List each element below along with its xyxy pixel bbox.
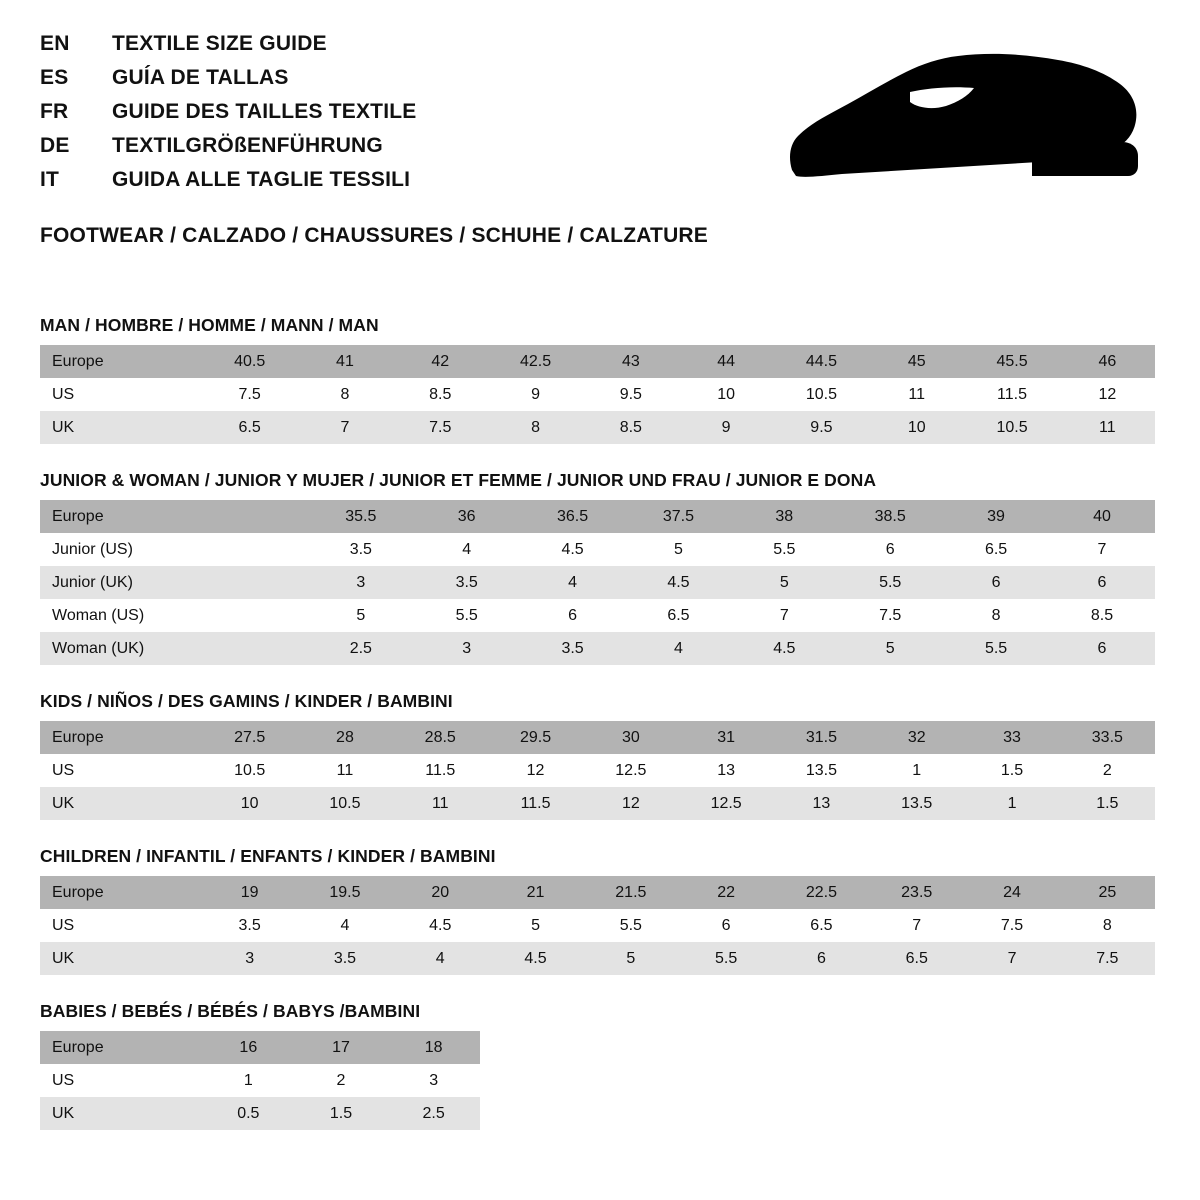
table-cell: 11 [869,378,964,411]
table-cell: 1.5 [295,1097,388,1130]
table-cell: 13.5 [869,787,964,820]
table-cell: 39 [943,500,1049,533]
section-title: CHILDREN / INFANTIL / ENFANTS / KINDER / BAMBINI [40,846,496,866]
table-cell: 9 [488,378,583,411]
table-cell: 5.5 [731,533,837,566]
section-kids [40,691,1160,820]
table-cell: 9.5 [583,378,678,411]
table-cell: 4 [520,566,626,599]
row-label: Europe [40,500,202,533]
table-cell: 4 [393,942,488,975]
table-cell: 5 [308,599,414,632]
table-cell: 3.5 [414,566,520,599]
table-cell: 4 [414,533,520,566]
row-label: US [40,754,202,787]
size-table-babies [40,1031,480,1130]
table-cell: 38.5 [837,500,943,533]
table-row [40,909,1155,942]
row-label: UK [40,411,202,444]
table-cell: 44.5 [774,345,869,378]
table-cell: 7.5 [202,378,297,411]
row-label: Woman (US) [40,599,202,632]
table-row [40,876,1155,909]
table-cell: 3.5 [308,533,414,566]
table-cell: 3 [387,1064,480,1097]
table-cell: 12 [583,787,678,820]
table-cell: 9 [678,411,773,444]
table-cell: 7.5 [837,599,943,632]
language-title: TEXTILE SIZE GUIDE [112,32,327,55]
table-cell: 44 [678,345,773,378]
table-cell: 13 [678,754,773,787]
table-cell: 40.5 [202,345,297,378]
table-cell: 2.5 [387,1097,480,1130]
table-cell: 10 [869,411,964,444]
table-cell: 3.5 [202,909,297,942]
table-cell [202,599,308,632]
table-cell: 12.5 [678,787,773,820]
table-cell: 30 [583,721,678,754]
table-cell: 16 [202,1031,295,1064]
table-cell: 4.5 [488,942,583,975]
row-label: Junior (US) [40,533,202,566]
table-cell: 3 [414,632,520,665]
row-label: UK [40,787,202,820]
table-cell: 7.5 [1060,942,1155,975]
language-code: EN [40,32,70,55]
table-cell: 8 [297,378,392,411]
table-cell: 10.5 [964,411,1059,444]
size-table-children [40,876,1155,975]
row-label: US [40,1064,202,1097]
table-cell [202,533,308,566]
section-title: KIDS / NIÑOS / DES GAMINS / KINDER / BAMBINI [40,691,453,711]
language-code: ES [40,66,69,89]
table-cell: 6 [1049,632,1155,665]
table-cell: 5 [731,566,837,599]
table-cell: 19.5 [297,876,392,909]
table-cell: 28 [297,721,392,754]
table-cell: 6 [837,533,943,566]
category-title: FOOTWEAR / CALZADO / CHAUSSURES / SCHUHE / CALZATURE [40,224,709,247]
table-cell: 36 [414,500,520,533]
table-cell: 23.5 [869,876,964,909]
table-row [40,942,1155,975]
table-cell: 31 [678,721,773,754]
table-cell: 33 [964,721,1059,754]
table-cell: 6.5 [869,942,964,975]
section-junior-woman [40,470,1160,665]
table-cell: 5 [583,942,678,975]
table-cell: 19 [202,876,297,909]
table-cell: 11.5 [964,378,1059,411]
table-cell: 5 [837,632,943,665]
table-cell: 36.5 [520,500,626,533]
table-row [40,533,1155,566]
row-label: UK [40,1097,202,1130]
section-man [40,315,1160,444]
table-cell: 4.5 [626,566,732,599]
table-cell [202,566,308,599]
table-cell: 12.5 [583,754,678,787]
table-cell: 37.5 [626,500,732,533]
table-row [40,500,1155,533]
table-cell: 11 [297,754,392,787]
table-row [40,345,1155,378]
table-cell: 28.5 [393,721,488,754]
section-children [40,846,1160,975]
table-cell: 38 [731,500,837,533]
table-cell: 7 [869,909,964,942]
table-row [40,632,1155,665]
document-header [40,32,1160,247]
table-cell: 6 [520,599,626,632]
table-cell: 6 [943,566,1049,599]
section-babies [40,1001,1160,1130]
table-cell: 6 [1049,566,1155,599]
table-cell: 11 [1060,411,1155,444]
dress-shoe-icon [782,52,1142,192]
table-cell: 8.5 [1049,599,1155,632]
table-cell: 7 [1049,533,1155,566]
size-table-man [40,345,1155,444]
table-cell: 1.5 [964,754,1059,787]
language-code: DE [40,134,70,157]
table-row [40,754,1155,787]
table-cell: 10 [678,378,773,411]
table-cell: 1 [202,1064,295,1097]
table-row [40,566,1155,599]
table-cell: 31.5 [774,721,869,754]
table-row [40,787,1155,820]
table-cell: 12 [488,754,583,787]
table-cell: 17 [295,1031,388,1064]
table-cell: 18 [387,1031,480,1064]
table-cell: 45.5 [964,345,1059,378]
table-cell: 7.5 [393,411,488,444]
table-cell: 7 [731,599,837,632]
table-cell: 33.5 [1060,721,1155,754]
table-cell: 10 [202,787,297,820]
table-cell: 11.5 [488,787,583,820]
language-title: GUIDA ALLE TAGLIE TESSILI [112,168,411,191]
table-cell: 8 [943,599,1049,632]
table-cell: 5.5 [837,566,943,599]
table-cell: 0.5 [202,1097,295,1130]
table-cell: 2.5 [308,632,414,665]
table-cell: 45 [869,345,964,378]
table-cell: 5.5 [583,909,678,942]
row-label: Europe [40,721,202,754]
table-cell: 40 [1049,500,1155,533]
table-cell: 5.5 [943,632,1049,665]
language-code: IT [40,168,60,191]
table-cell: 8 [488,411,583,444]
table-cell: 4.5 [393,909,488,942]
table-cell: 2 [295,1064,388,1097]
row-label: US [40,378,202,411]
table-cell: 1 [964,787,1059,820]
table-cell: 21.5 [583,876,678,909]
row-label: Europe [40,876,202,909]
table-cell: 22.5 [774,876,869,909]
table-row [40,1064,480,1097]
table-cell: 4 [626,632,732,665]
table-cell: 10.5 [202,754,297,787]
table-cell: 2 [1060,754,1155,787]
table-cell: 20 [393,876,488,909]
table-cell [202,632,308,665]
table-cell: 1 [869,754,964,787]
table-row [40,1097,480,1130]
table-cell: 11 [393,787,488,820]
table-cell: 35.5 [308,500,414,533]
language-title: TEXTILGRÖßENFÜHRUNG [112,134,383,157]
table-cell: 27.5 [202,721,297,754]
table-cell: 12 [1060,378,1155,411]
size-table-kids [40,721,1155,820]
table-cell: 6.5 [774,909,869,942]
table-cell: 42 [393,345,488,378]
table-cell: 6 [678,909,773,942]
table-row [40,721,1155,754]
table-cell: 6.5 [943,533,1049,566]
size-sections [40,315,1160,1130]
table-cell: 7 [297,411,392,444]
table-cell: 5.5 [678,942,773,975]
table-cell: 6.5 [202,411,297,444]
table-cell: 46 [1060,345,1155,378]
table-cell: 32 [869,721,964,754]
language-title: GUIDE DES TAILLES TEXTILE [112,100,417,123]
row-label: US [40,909,202,942]
row-label: UK [40,942,202,975]
language-code: FR [40,100,69,123]
row-label: Junior (UK) [40,566,202,599]
table-cell: 3 [308,566,414,599]
section-title: BABIES / BEBÉS / BÉBÉS / BABYS /BAMBINI [40,1001,421,1021]
table-cell: 5 [626,533,732,566]
table-cell: 4 [297,909,392,942]
table-cell: 5.5 [414,599,520,632]
table-cell: 10.5 [774,378,869,411]
table-cell [202,500,308,533]
table-cell: 43 [583,345,678,378]
table-cell: 24 [964,876,1059,909]
table-cell: 3 [202,942,297,975]
row-label: Woman (UK) [40,632,202,665]
table-cell: 8.5 [393,378,488,411]
table-cell: 8 [1060,909,1155,942]
size-table-junior-woman [40,500,1155,665]
table-cell: 42.5 [488,345,583,378]
table-cell: 22 [678,876,773,909]
table-cell: 5 [488,909,583,942]
table-row [40,411,1155,444]
table-cell: 4.5 [520,533,626,566]
table-cell: 6.5 [626,599,732,632]
table-cell: 29.5 [488,721,583,754]
table-row [40,1031,480,1064]
row-label: Europe [40,345,202,378]
table-cell: 1.5 [1060,787,1155,820]
table-cell: 41 [297,345,392,378]
table-cell: 6 [774,942,869,975]
table-cell: 13 [774,787,869,820]
table-row [40,599,1155,632]
section-title: JUNIOR & WOMAN / JUNIOR Y MUJER / JUNIOR ET FEMME / JUNIOR UND FRAU / JUNIOR E DONA [40,470,877,490]
language-title: GUÍA DE TALLAS [112,66,289,89]
table-cell: 9.5 [774,411,869,444]
table-cell: 21 [488,876,583,909]
table-cell: 3.5 [297,942,392,975]
table-cell: 25 [1060,876,1155,909]
table-cell: 3.5 [520,632,626,665]
table-cell: 7 [964,942,1059,975]
table-cell: 10.5 [297,787,392,820]
section-title: MAN / HOMBRE / HOMME / MANN / MAN [40,315,379,335]
table-cell: 4.5 [731,632,837,665]
table-cell: 11.5 [393,754,488,787]
table-row [40,378,1155,411]
table-cell: 13.5 [774,754,869,787]
row-label: Europe [40,1031,202,1064]
table-cell: 8.5 [583,411,678,444]
table-cell: 7.5 [964,909,1059,942]
